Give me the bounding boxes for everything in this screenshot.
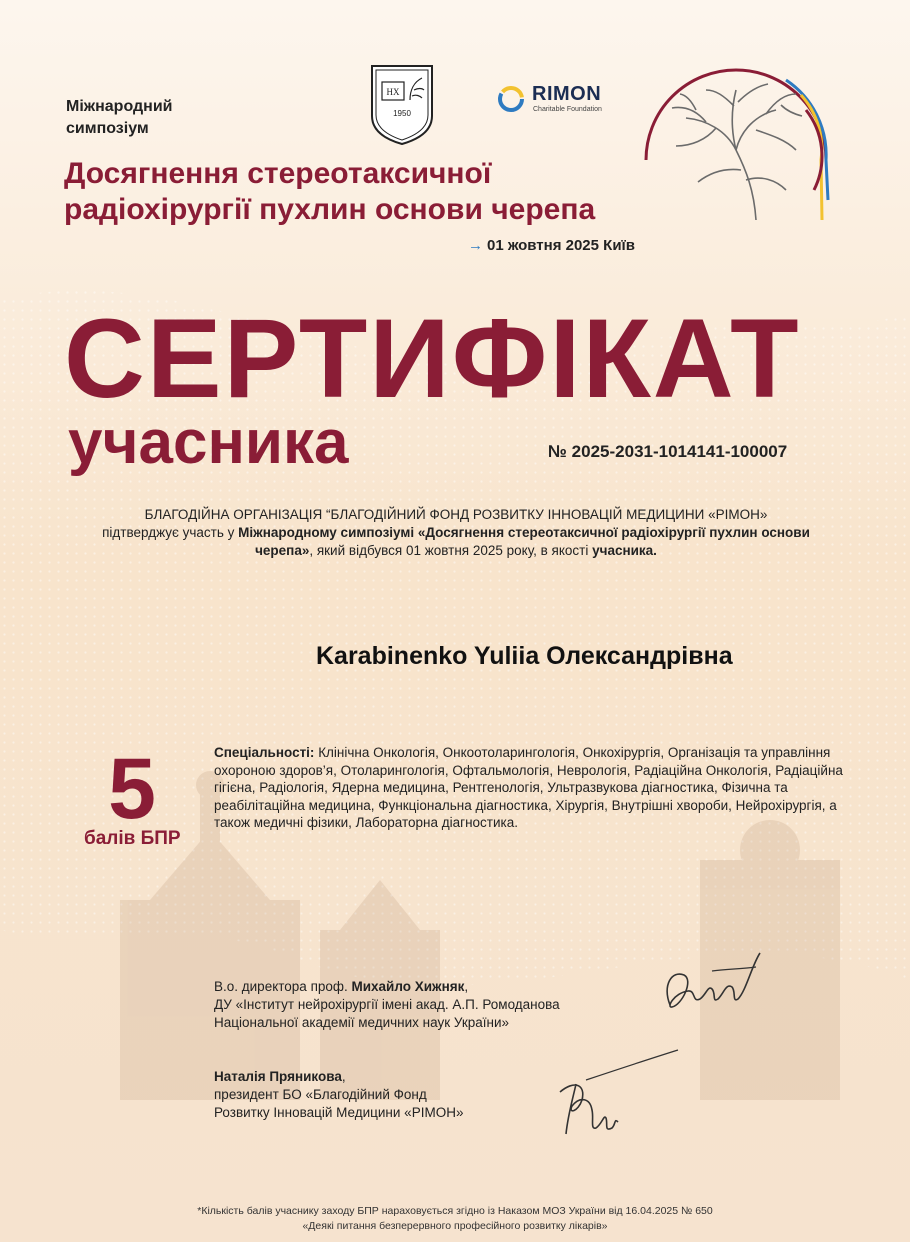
event-date-text: 01 жовтня 2025 Київ bbox=[487, 237, 635, 254]
specialties-list: Клінічна Онкологія, Онкоотоларингологія, Онкохірургія, Організація та управління охороною здоров’я, Отоларингологія, Офтальмологія, Неврологія, Радіаційна Онкологія, Радіаційна гігієна, Радіологія, Ядерна медицина, Рентгенологія, Ультразвукова діагностика, Фізична та реабілітаційна медицина, Функціональна діагностика, Хірургія, Внутрішні хвороби, Нейрохірургія, а також медичні фізики, Лабораторна діагностика. bbox=[214, 745, 843, 830]
footnote bbox=[60, 1204, 850, 1234]
symposium-title-line1: Досягнення стереотаксичної bbox=[64, 157, 492, 190]
intro-text bbox=[80, 506, 832, 560]
signatory-president: Наталія Пряникова, президент БО «Благодійний Фонд Розвитку Інновацій Медицини «РІМОН» bbox=[214, 1068, 554, 1122]
institute-logo-year: 1950 bbox=[393, 109, 411, 118]
director-signature bbox=[652, 945, 772, 1025]
arrow-right-icon: → bbox=[468, 237, 483, 254]
footnote-line1: *Кількість балів учаснику заходу БПР нараховується згідно із Наказом МОЗ України від 16.04.2025 № 650 bbox=[197, 1205, 713, 1217]
cpd-points bbox=[84, 741, 181, 850]
symposium-title bbox=[64, 156, 724, 228]
intro-role: учасника. bbox=[592, 543, 657, 558]
rimon-logo-icon bbox=[496, 84, 526, 114]
rimon-logo bbox=[496, 82, 616, 116]
signatory-president-org-line2: Розвитку Інновацій Медицини «РІМОН» bbox=[214, 1105, 464, 1120]
cpd-points-label: балів БПР bbox=[84, 828, 181, 849]
participant-name: Karabinenko Yuliia Олександрівна bbox=[316, 642, 733, 670]
intro-organization: БЛАГОДІЙНА ОРГАНІЗАЦІЯ “БЛАГОДІЙНИЙ ФОНД РОЗВИТКУ ІННОВАЦІЙ МЕДИЦИНИ «РІМОН» bbox=[144, 507, 768, 522]
specialties bbox=[214, 744, 854, 832]
certificate-subtitle: учасника bbox=[68, 408, 349, 477]
certificate-title: СЕРТИФІКАТ bbox=[64, 296, 801, 421]
symposium-type-line1: Міжнародний bbox=[66, 98, 173, 115]
intro-confirmation: підтверджує участь у Міжнародному симпозіумі «Досягнення стереотаксичної радіохірургії пухлин основи черепа», який відбувся 01 жовтня 2025 року, в якості учасника. bbox=[102, 525, 810, 558]
signatory-president-name: Наталія Пряникова bbox=[214, 1069, 342, 1084]
institute-logo bbox=[364, 60, 440, 146]
signatory-director: В.о. директора проф. Михайло Хижняк, ДУ «Інститут нейрохірургії імені акад. А.П. Ромоданова Національної академії медичних наук України» bbox=[214, 978, 654, 1032]
signatory-director-name: Михайло Хижняк bbox=[351, 979, 465, 994]
institute-logo-text: НХ bbox=[386, 87, 400, 97]
symposium-type-line2: симпозіум bbox=[66, 120, 149, 137]
specialties-label: Спеціальності: bbox=[214, 745, 315, 760]
symposium-title-line2: радіохірургії пухлин основи черепа bbox=[64, 193, 596, 226]
footnote-line2: «Деякі питання безперервного професійного розвитку лікарів» bbox=[302, 1220, 608, 1232]
event-date bbox=[468, 237, 635, 254]
intro-event-name: Міжнародному симпозіумі «Досягнення стереотаксичної радіохірургії пухлин основи черепа» bbox=[238, 525, 810, 558]
signatory-director-org-line1: ДУ «Інститут нейрохірургії імені акад. А.П. Ромоданова bbox=[214, 997, 560, 1012]
rimon-logo-subtitle: Charitable Foundation bbox=[533, 106, 602, 113]
rimon-logo-name: RIMON bbox=[532, 83, 602, 105]
signatory-director-org-line2: Національної академії медичних наук України» bbox=[214, 1015, 510, 1030]
president-signature bbox=[546, 1044, 686, 1144]
certificate-number: № 2025-2031-1014141-100007 bbox=[548, 442, 788, 461]
symposium-type bbox=[66, 96, 173, 140]
cpd-points-value: 5 bbox=[108, 741, 156, 837]
signatory-president-org-line1: президент БО «Благодійний Фонд bbox=[214, 1087, 427, 1102]
